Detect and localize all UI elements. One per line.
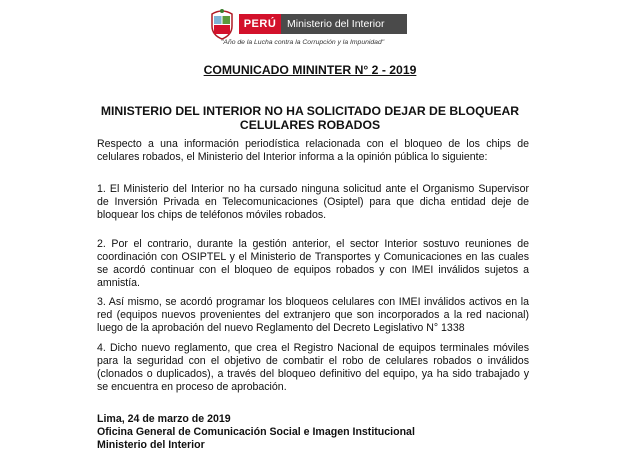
list-item: 1. El Ministerio del Interior no ha cursado ninguna solicitud ante el Organismo Supervisor de Inversión Privada en Telecomunicaciones (Osiptel) para que dicha entidad deje de bloquear los chips de teléfonos móviles robados. [97,183,529,221]
list-item: 4. Dicho nuevo reglamento, que crea el Registro Nacional de equipos terminales móviles para la seguridad con el objetivo de combatir el robo de celulares robados o inválidos (clonados o duplicados), a través del bloqueo definitivo del equipo, ya ha sido trabajado y se encuentra en proceso de aprobación. [97,342,529,393]
communique-title: COMUNICADO MININTER N° 2 - 2019 [203,63,417,77]
issuing-ministry: Ministerio del Interior [97,439,205,451]
year-motto: "Año de la Lucha contra la Corrupción y la Impunidad" [221,39,385,46]
intro-paragraph: Respecto a una información periodística relacionada con el bloqueo de los chips de celulares robados, el Ministerio del Interior informa a la opinión pública lo siguiente: [97,138,529,163]
communique-headline: MINISTERIO DEL INTERIOR NO HA SOLICITADO DEJAR DE BLOQUEAR CELULARES ROBADOS [100,104,520,132]
signature-block [97,413,497,452]
list-item: 2. Por el contrario, durante la gestión anterior, el sector Interior sostuvo reuniones de coordinación con OSIPTEL y el Ministerio de Transportes y Comunicaciones en las cuales se acordó continuar con el bloqueo de equipos robados y con IMEI inválidos sujetos a amnistía. [97,238,529,289]
letterhead [205,6,415,54]
coat-of-arms-icon [209,8,235,40]
place-date: Lima, 24 de marzo de 2019 [97,413,231,425]
list-item: 3. Así mismo, se acordó programar los bloqueos celulares con IMEI inválidos activos en la red (equipos nuevos provenientes del extranjero que son incorporados a la red nacional) luego de la aprobación del nuevo Reglamento del Decreto Legislativo N° 1338 [97,296,529,334]
issuing-office: Oficina General de Comunicación Social e Imagen Institucional [97,426,415,438]
ministry-label: Ministerio del Interior [281,14,407,34]
peru-label: PERÚ [239,14,281,34]
